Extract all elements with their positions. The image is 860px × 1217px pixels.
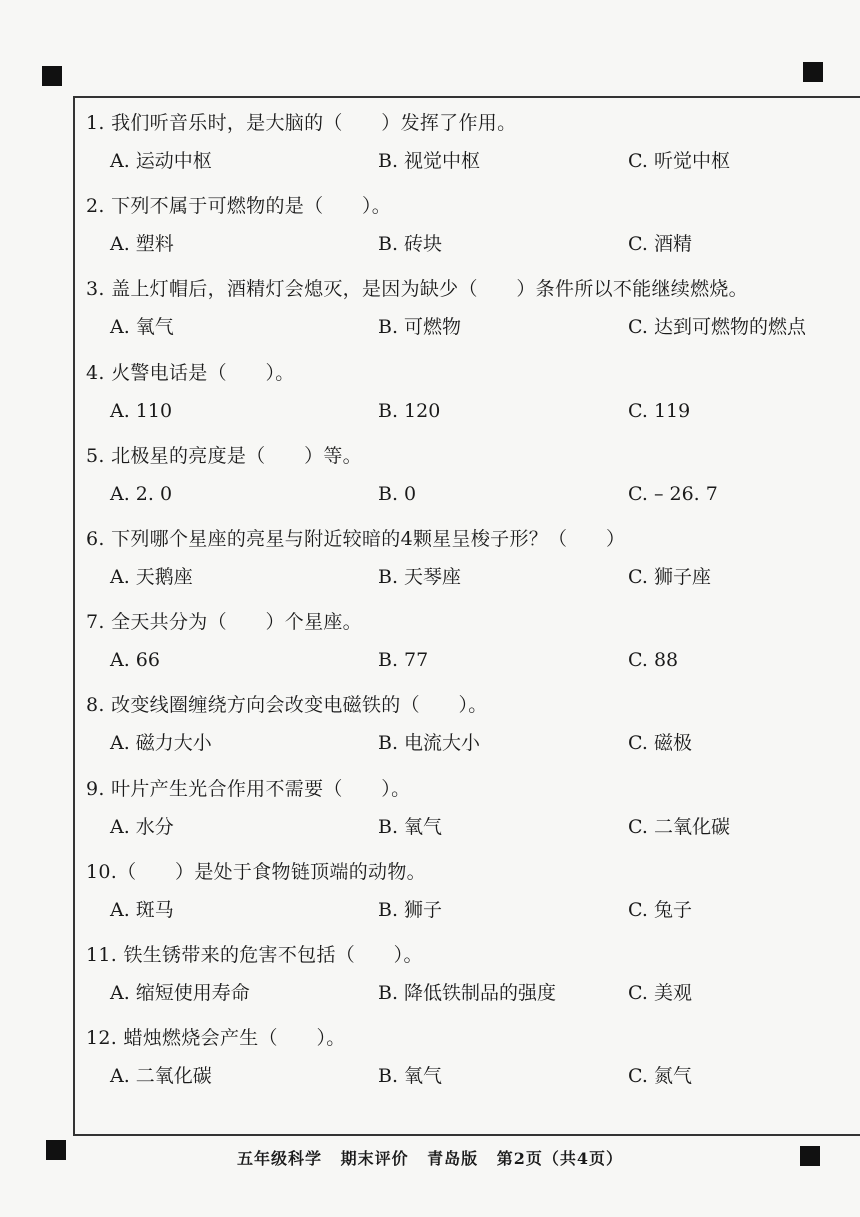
option-c: C. 酒精 (628, 233, 692, 256)
option-b: B. 0 (378, 482, 417, 505)
option-b: B. 氧气 (378, 1065, 443, 1088)
option-row (86, 142, 856, 176)
option-a: A. 110 (110, 399, 173, 422)
registration-mark-top-right (803, 62, 823, 82)
footer-exam: 期末评价 (340, 1149, 409, 1168)
question-7 (86, 607, 856, 690)
option-a: A. 缩短使用寿命 (110, 981, 250, 1004)
question-5 (86, 441, 856, 524)
question-stem: 3. 盖上灯帽后，酒精灯会熄灭，是因为缺少（ ）条件所以不能继续燃烧。 (86, 278, 748, 301)
option-c: C. 88 (628, 649, 679, 672)
question-stem: 6. 下列哪个星座的亮星与附近较暗的4颗星呈梭子形？（ ） (86, 527, 626, 550)
option-row (86, 808, 856, 842)
option-c: C. 二氧化碳 (628, 815, 730, 838)
question-12 (86, 1023, 856, 1106)
question-stem: 8. 改变线圈缠绕方向会改变电磁铁的（ ）。 (86, 694, 488, 717)
question-9 (86, 774, 856, 857)
option-c: C. 达到可燃物的燃点 (628, 316, 806, 339)
question-stem: 9. 叶片产生光合作用不需要（ ）。 (86, 777, 411, 800)
option-row (86, 1057, 856, 1091)
option-c: C. 氮气 (628, 1065, 692, 1088)
option-row (86, 392, 856, 426)
question-11 (86, 940, 856, 1023)
option-a: A. 氧气 (110, 316, 174, 339)
footer-page-number: 第2页（共4页） (496, 1149, 624, 1168)
option-c: C. 美观 (628, 981, 692, 1004)
option-c: C. 磁极 (628, 732, 692, 755)
question-stem: 7. 全天共分为（ ）个星座。 (86, 611, 362, 634)
question-1 (86, 108, 856, 191)
option-a: A. 二氧化碳 (110, 1065, 212, 1088)
option-c: C. 119 (628, 399, 691, 422)
option-c: C. – 26. 7 (628, 482, 718, 505)
question-stem: 4. 火警电话是（ ）。 (86, 361, 295, 384)
option-b: B. 天琴座 (378, 565, 462, 588)
option-a: A. 2. 0 (110, 482, 173, 505)
footer-grade-subject: 五年级科学 (236, 1149, 322, 1168)
option-row (86, 308, 856, 342)
option-row (86, 225, 856, 259)
option-a: A. 塑料 (110, 233, 174, 256)
question-stem: 1. 我们听音乐时，是大脑的（ ）发挥了作用。 (86, 112, 517, 134)
option-a: A. 66 (110, 649, 160, 672)
option-c: C. 听觉中枢 (628, 150, 730, 172)
question-6 (86, 524, 856, 607)
question-stem: 10.（ ）是处于食物链顶端的动物。 (86, 860, 426, 883)
question-8 (86, 690, 856, 773)
registration-mark-top-left (42, 66, 62, 86)
question-stem: 2. 下列不属于可燃物的是（ ）。 (86, 195, 392, 218)
option-b: B. 氧气 (378, 815, 443, 838)
footer-edition: 青岛版 (427, 1149, 479, 1168)
question-stem: 12. 蜡烛燃烧会产生（ ）。 (86, 1027, 346, 1050)
option-b: B. 可燃物 (378, 316, 462, 339)
option-b: B. 电流大小 (378, 732, 481, 755)
question-10 (86, 857, 856, 940)
option-b: B. 120 (378, 399, 441, 422)
option-row (86, 724, 856, 758)
option-b: B. 狮子 (378, 898, 443, 921)
option-b: B. 视觉中枢 (378, 150, 481, 172)
page-footer (0, 1146, 860, 1169)
option-row (86, 891, 856, 925)
option-c: C. 兔子 (628, 898, 692, 921)
option-b: B. 降低铁制品的强度 (378, 981, 557, 1004)
question-stem: 11. 铁生锈带来的危害不包括（ ）。 (86, 943, 423, 966)
option-row (86, 558, 856, 592)
option-b: B. 砖块 (378, 233, 443, 256)
option-a: A. 磁力大小 (110, 732, 212, 755)
option-row (86, 974, 856, 1008)
question-2 (86, 191, 856, 274)
question-stem: 5. 北极星的亮度是（ ）等。 (86, 444, 362, 467)
option-a: A. 运动中枢 (110, 150, 212, 172)
question-3 (86, 274, 856, 357)
option-a: A. 斑马 (110, 898, 174, 921)
option-b: B. 77 (378, 649, 429, 672)
option-row (86, 641, 856, 675)
option-c: C. 狮子座 (628, 565, 711, 588)
question-4 (86, 358, 856, 441)
option-a: A. 天鹅座 (110, 565, 193, 588)
option-a: A. 水分 (110, 815, 174, 838)
question-list (86, 108, 856, 1106)
option-row (86, 475, 856, 509)
